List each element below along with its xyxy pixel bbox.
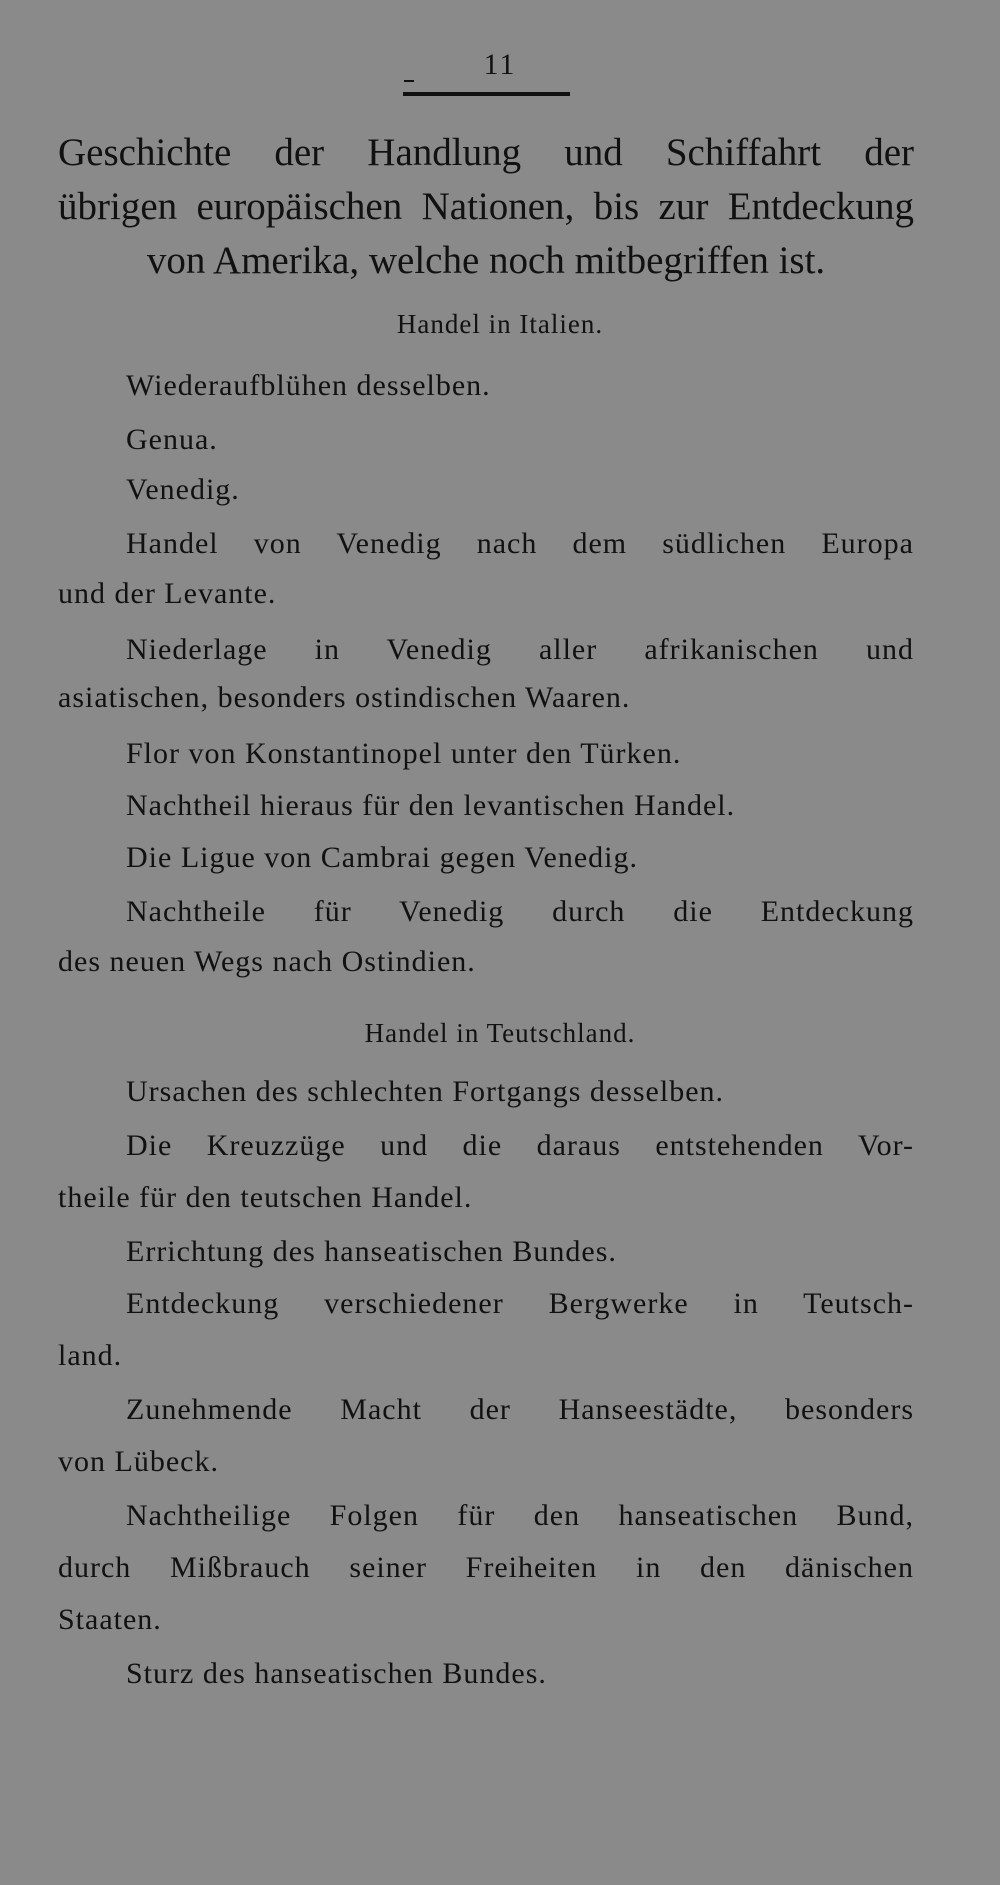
title-line: übrigen europäischen Nationen, bis zur Entdeckung bbox=[58, 185, 914, 228]
page-number: 11 bbox=[483, 48, 517, 81]
entry-line: Flor von Konstantinopel unter den Türken. bbox=[126, 737, 682, 770]
entry-line: Nachtheilige Folgen für den hanseatischen Bund, bbox=[126, 1499, 914, 1532]
header-rule bbox=[403, 92, 570, 96]
entry-line: theile für den teutschen Handel. bbox=[58, 1181, 473, 1214]
entry-line: Genua. bbox=[126, 423, 218, 456]
entry-line: Wiederaufblühen desselben. bbox=[126, 369, 491, 402]
entry-line: Die Kreuzzüge und die daraus entstehenden Vor- bbox=[126, 1129, 914, 1162]
entry-line: Staaten. bbox=[58, 1603, 162, 1636]
entry-line: des neuen Wegs nach Ostindien. bbox=[58, 945, 476, 978]
entry-line: Nachtheil hieraus für den levantischen Handel. bbox=[126, 789, 736, 822]
entry-line: Zunehmende Macht der Hanseestädte, besonders bbox=[126, 1393, 914, 1426]
entry-line: Venedig. bbox=[126, 473, 240, 506]
title-line: Geschichte der Handlung und Schiffahrt der bbox=[58, 131, 914, 174]
entry-line: und der Levante. bbox=[58, 577, 277, 610]
entry-line: asiatischen, besonders ostindischen Waaren. bbox=[58, 681, 631, 714]
entry-line: Die Ligue von Cambrai gegen Venedig. bbox=[126, 841, 638, 874]
section-heading-italien: Handel in Italien. bbox=[396, 309, 604, 339]
entry-line: Errichtung des hanseatischen Bundes. bbox=[126, 1235, 617, 1268]
entry-line: von Lübeck. bbox=[58, 1445, 219, 1478]
header-dash bbox=[404, 80, 414, 82]
entry-line: Handel von Venedig nach dem südlichen Europa bbox=[126, 527, 914, 560]
entry-line: durch Mißbrauch seiner Freiheiten in den dänischen bbox=[58, 1551, 914, 1584]
entry-line: Ursachen des schlechten Fortgangs desselben. bbox=[126, 1075, 725, 1108]
section-heading-teutschland: Handel in Teutschland. bbox=[364, 1018, 636, 1048]
entry-line: land. bbox=[58, 1339, 123, 1372]
entry-line: Entdeckung verschiedener Bergwerke in Teutsch- bbox=[126, 1287, 914, 1320]
entry-line: Sturz des hanseatischen Bundes. bbox=[126, 1657, 547, 1690]
entry-line: Nachtheile für Venedig durch die Entdeckung bbox=[126, 895, 914, 928]
entry-line: Niederlage in Venedig aller afrikanischen und bbox=[126, 633, 914, 666]
chapter-title bbox=[58, 126, 914, 288]
title-line: von Amerika, welche noch mitbegriffen ist. bbox=[146, 239, 826, 282]
